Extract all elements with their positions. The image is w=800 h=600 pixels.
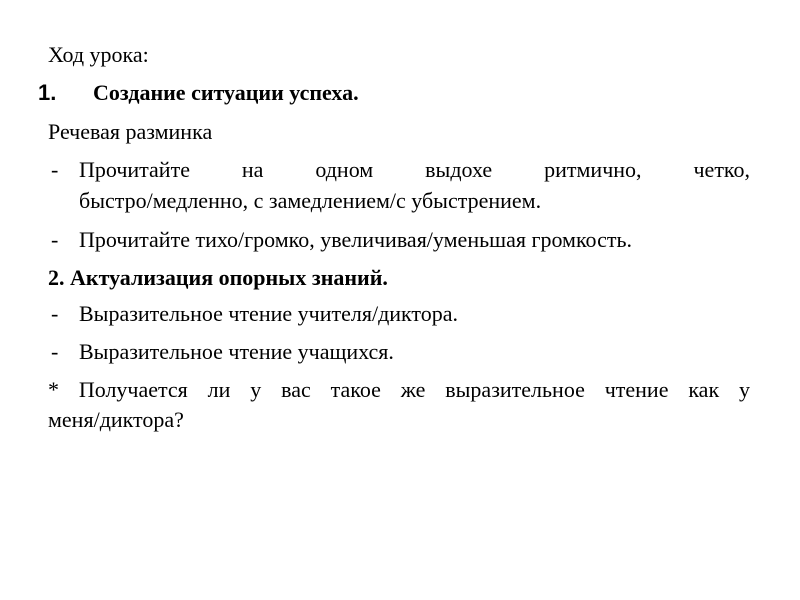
section-2-title: 2. Актуализация опорных знаний. <box>48 265 388 290</box>
warmup-item-1-line-1: Прочитайте на одном выдохе ритмично, четко, <box>79 157 750 182</box>
question-line-2: меня/диктора? <box>48 407 184 432</box>
bullet-dash: - <box>51 301 59 326</box>
section-2-item-2: Выразительное чтение учащихся. <box>79 339 394 364</box>
lesson-heading: Ход урока: <box>48 42 149 67</box>
bullet-dash: - <box>51 157 59 182</box>
section-1-number: 1. <box>38 80 57 105</box>
bullet-dash: - <box>51 227 59 252</box>
warmup-item-1-line-2: быстро/медленно, с замедлением/с убыстрением. <box>79 188 542 213</box>
section-2-item-1: Выразительное чтение учителя/диктора. <box>79 301 459 326</box>
section-1-title: Создание ситуации успеха. <box>93 80 359 105</box>
warmup-title: Речевая разминка <box>48 119 213 144</box>
question-line-1: * Получается ли у вас такое же выразительное чтение как у <box>48 377 750 402</box>
bullet-dash: - <box>51 339 59 364</box>
warmup-item-2: Прочитайте тихо/громко, увеличивая/уменьшая громкость. <box>79 227 633 252</box>
